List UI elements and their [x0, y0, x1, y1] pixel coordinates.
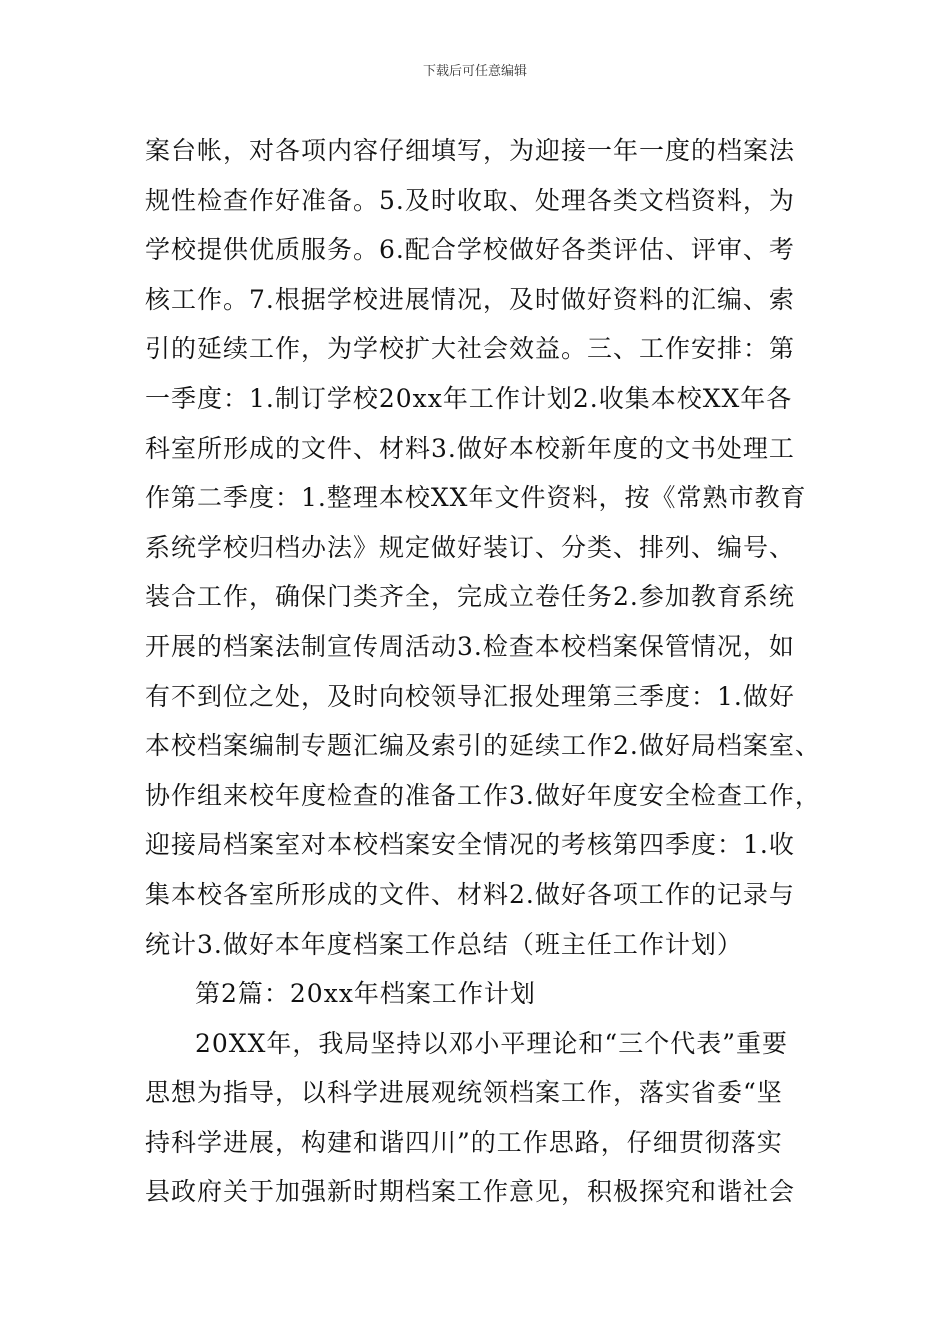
section-heading: 第2篇：20xx年档案工作计划 — [195, 979, 536, 1009]
page-header: 下载后可任意编辑 — [422, 64, 527, 79]
text-line-10: 装合工作，确保门类齐全，完成立卷任务2.参加教育系统 — [145, 582, 795, 612]
text-line-14: 协作组来校年度检查的准备工作3.做好年度安全检查工作， — [145, 780, 821, 810]
text-line-1: 案台帐，对各项内容仔细填写，为迎接一年一度的档案法 — [145, 136, 796, 165]
document-body — [145, 126, 845, 1217]
text-line-21: 持科学进展，构建和谐四川”的工作思路，仔细贯彻落实 — [145, 1127, 783, 1157]
text-line-19: 20XX年，我局坚持以邓小平理论和“三个代表”重要 — [195, 1028, 788, 1058]
text-line-13: 本校档案编制专题汇编及索引的延续工作2.做好局档案室、 — [145, 731, 821, 761]
text-line-11: 开展的档案法制宣传周活动3.检查本校档案保管情况，如 — [145, 631, 795, 661]
text-line-4: 核工作。7.根据学校进展情况，及时做好资料的汇编、索 — [145, 284, 795, 314]
text-line-17: 统计3.做好本年度档案工作总结（班主任工作计划） — [145, 929, 743, 959]
text-line-8: 作第二季度：1.整理本校XX年文件资料，按《常熟市教育 — [145, 483, 807, 513]
text-line-16: 集本校各室所形成的文件、材料2.做好各项工作的记录与 — [145, 879, 795, 909]
text-line-5: 引的延续工作，为学校扩大社会效益。三、工作安排：第 — [145, 334, 796, 364]
text-line-6: 一季度：1.制订学校20xx年工作计划2.收集本校XX年各 — [145, 383, 793, 413]
text-line-2: 规性检查作好准备。5.及时收取、处理各类文档资料，为 — [145, 185, 795, 215]
text-line-9: 系统学校归档办法》规定做好装订、分类、排列、编号、 — [145, 532, 796, 562]
text-line-12: 有不到位之处，及时向校领导汇报处理第三季度：1.做好 — [145, 681, 795, 711]
text-line-20: 思想为指导，以科学进展观统领档案工作，落实省委“坚 — [145, 1078, 783, 1108]
text-line-22: 县政府关于加强新时期档案工作意见，积极探究和谐社会 — [145, 1177, 796, 1207]
text-line-3: 学校提供优质服务。6.配合学校做好各类评估、评审、考 — [145, 235, 795, 265]
text-line-15: 迎接局档案室对本校档案安全情况的考核第四季度：1.收 — [145, 830, 795, 860]
text-line-7: 科室所形成的文件、材料3.做好本校新年度的文书处理工 — [145, 433, 795, 463]
